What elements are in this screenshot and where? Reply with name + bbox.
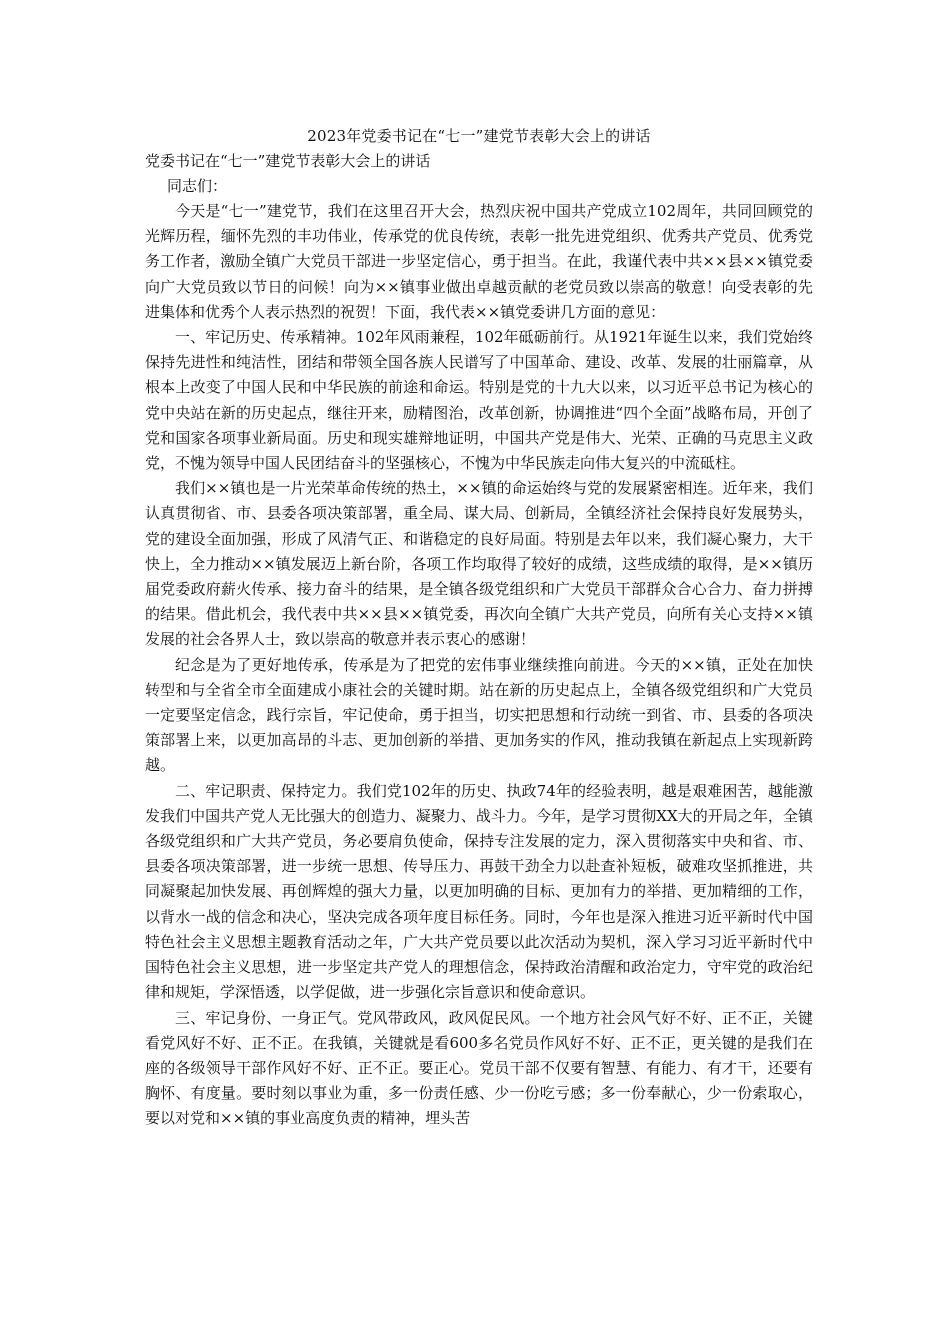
document-page [145, 124, 813, 1132]
document-subtitle: 党委书记在“七一”建党节表彰大会上的讲话 [145, 152, 431, 170]
paragraph-section-three: 三、牢记身份、一身正气。党风带政风，政风促民风。一个地方社会风气好不好、正不正，关键看党风好不好、正不正。在我镇，关键就是看600多名党员作风好不好、正不正，更关键的是我们在座的各级领导干部作风好不好、正不正。要正心。党员干部不仅要有智慧、有能力、有才干，还要有胸怀、有度量。要时刻以事业为重，多一份责任感、少一份吃亏感；多一份奉献心，少一份索取心，要以对党和××镇的事业高度负责的精神，埋头苦 [145, 1008, 813, 1128]
document-title: 2023年党委书记在“七一”建党节表彰大会上的讲话 [307, 127, 651, 145]
paragraph-commemoration: 纪念是为了更好地传承，传承是为了把党的宏伟事业继续推向前进。今天的××镇，正处在加快转型和与全省全市全面建成小康社会的关键时期。站在新的历史起点上，全镇各级党组织和广大党员一定要坚定信念，践行宗旨，牢记使命，勇于担当，切实把思想和行动统一到省、市、县委的各项决策部署上来，以更加高昂的斗志、更加创新的举措、更加务实的作风，推动我镇在新起点上实现新跨越。 [145, 655, 813, 775]
paragraph-town-tradition: 我们××镇也是一片光荣革命传统的热土，××镇的命运始终与党的发展紧密相连。近年来，我们认真贯彻省、市、县委各项决策部署，重全局、谋大局、创新局，全镇经济社会保持良好发展势头，党的建设全面加强，形成了风清气正、和谐稳定的良好局面。特别是去年以来，我们凝心聚力，大干快上，全力推动××镇发展迈上新台阶，各项工作均取得了较好的成绩，这些成绩的取得，是××镇历届党委政府薪火传承、接力奋斗的结果，是全镇各级党组织和广大党员干部群众合心合力、奋力拼搏的结果。借此机会，我代表中共××县××镇党委，再次向全镇广大共产党员，向所有关心支持××镇发展的社会各界人士，致以崇高的敬意并表示衷心的感谢！ [145, 479, 813, 649]
paragraph-section-one: 一、牢记历史、传承精神。102年风雨兼程，102年砥砺前行。从1921年诞生以来，我们党始终保持先进性和纯洁性，团结和带领全国各族人民谱写了中国革命、建设、改革、发展的壮丽篇章，从根本上改变了中国人民和中华民族的前途和命运。特别是党的十九大以来，以习近平总书记为核心的党中央站在新的历史起点，继往开来，励精图治，改革创新，协调推进“四个全面”战略布局，开创了党和国家各项事业新局面。历史和现实雄辩地证明，中国共产党是伟大、光荣、正确的马克思主义政党，不愧为领导中国人民团结奋斗的坚强核心，不愧为中华民族走向伟大复兴的中流砥柱。 [145, 328, 813, 473]
salutation: 同志们： [167, 177, 228, 195]
paragraph-opening: 今天是“七一”建党节，我们在这里召开大会，热烈庆祝中国共产党成立102周年，共同回顾党的光辉历程，缅怀先烈的丰功伟业，传承党的优良传统，表彰一批先进党组织、优秀共产党员、优秀党务工作者，激励全镇广大党员干部进一步坚定信心，勇于担当。在此，我谨代表中共××县××镇党委向广大党员致以节日的问候！向为××镇事业做出卓越贡献的老党员致以崇高的敬意！向受表彰的先进集体和优秀个人表示热烈的祝贺！下面，我代表××镇党委讲几方面的意见： [145, 202, 813, 321]
paragraph-section-two: 二、牢记职责、保持定力。我们党102年的历史、执政74年的经验表明，越是艰难困苦，越能激发我们中国共产党人无比强大的创造力、凝聚力、战斗力。今年，是学习贯彻XX大的开局之年，全镇各级党组织和广大共产党员，务必要肩负使命，保持专注发展的定力，深入贯彻落实中央和省、市、县委各项决策部署，进一步统一思想、传导压力、再鼓干劲全力以赴查补短板，破难攻坚抓推进，共同凝聚起加快发展、再创辉煌的强大力量，以更加明确的目标、更加有力的举措、更加精细的工作，以背水一战的信念和决心，坚决完成各项年度目标任务。同时，今年也是深入推进习近平新时代中国特色社会主义思想主题教育活动之年，广大共产党员要以此次活动为契机，深入学习习近平新时代中国特色社会主义思想，进一步坚定共产党人的理想信念，保持政治清醒和政治定力，守牢党的政治纪律和规矩，学深悟透，以学促做，进一步强化宗旨意识和使命意识。 [145, 781, 813, 1002]
